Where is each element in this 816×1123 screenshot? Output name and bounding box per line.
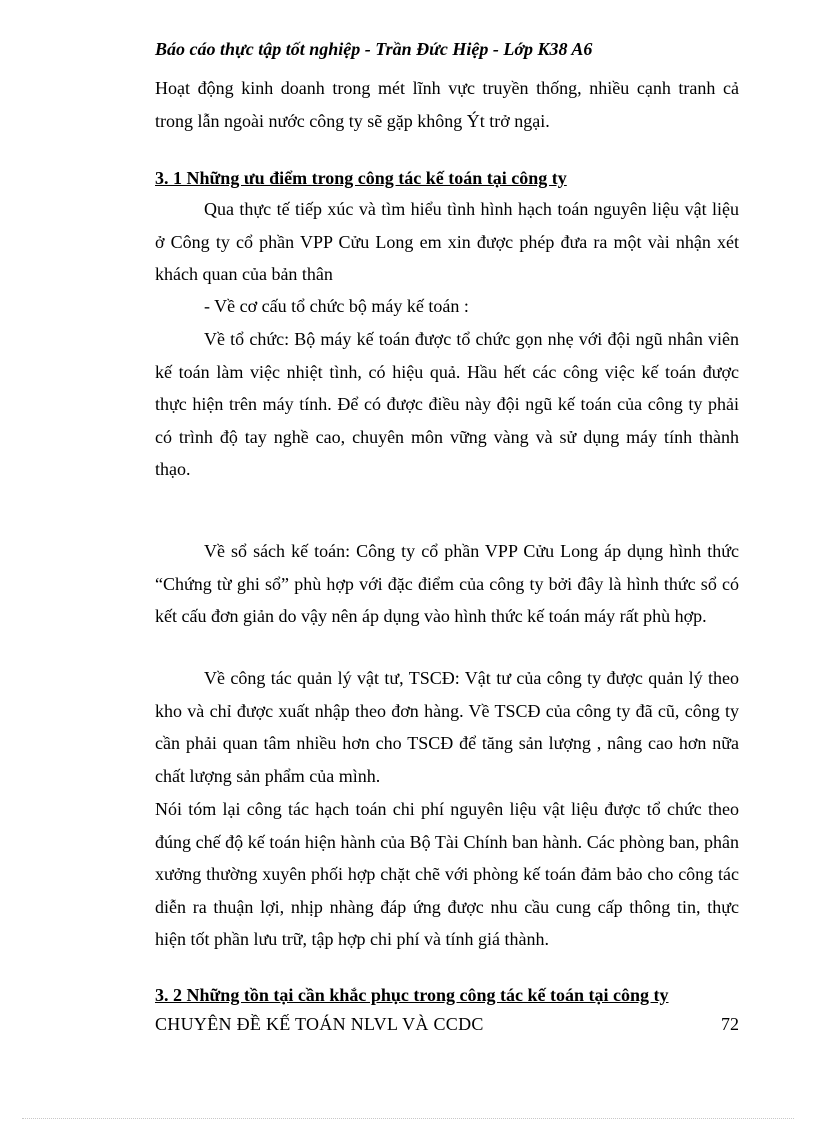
section-heading-shortcomings: 3. 2 Những tồn tại cần khắc phục trong công tác kế toán tại công ty (155, 985, 669, 1005)
footer-label: CHUYÊN ĐỀ KẾ TOÁN NLVL VÀ CCDC (155, 1014, 484, 1034)
paragraph-structure-title: - Về cơ cấu tổ chức bộ máy kế toán : (204, 296, 469, 316)
page-header: Báo cáo thực tập tốt nghiệp - Trần Đức Hiệp - Lớp K38 A6 (155, 39, 593, 59)
section-heading-advantages: 3. 1 Những ưu điểm trong công tác kế toán tại công ty (155, 168, 567, 188)
paragraph-organization: Về tổ chức: Bộ máy kế toán được tổ chức gọn nhẹ với đội ngũ nhân viên kế toán làm việc nhiệt tình, có hiệu quả. Hầu hết các công việc kế toán được thực hiện trên máy tính. Để có được điều này đội ngũ kế toán của công ty phải có trình độ tay nghề cao, chuyên môn vững vàng và sử dụng máy tính thành thạo. (155, 329, 739, 480)
paragraph-summary: Nói tóm lại công tác hạch toán chi phí nguyên liệu vật liệu được tổ chức theo đúng chế độ kế toán hiện hành của Bộ Tài Chính ban hành. Các phòng ban, phân xưởng thường xuyên phối hợp chặt chẽ với phòng kế toán đảm bảo cho công tác diễn ra thuận lợi, nhịp nhàng đáp ứng được nhu cầu cung cấp thông tin, thực hiện tốt phần lưu trữ, tập hợp chi phí và tính giá thành. (155, 799, 739, 950)
page-number: 72 (721, 1014, 739, 1034)
page-bottom-divider (22, 1118, 794, 1119)
paragraph-bookkeeping: Về sổ sách kế toán: Công ty cổ phần VPP Cửu Long áp dụng hình thức “Chứng từ ghi sổ” phù hợp với đặc điểm của công ty bởi đây là hình thức sổ có kết cấu đơn giản do vậy nên áp dụng vào hình thức kế toán máy rất phù hợp. (155, 541, 739, 627)
intro-paragraph: Hoạt động kinh doanh trong mét lĩnh vực truyền thống, nhiều cạnh tranh cả trong lẫn ngoài nước công ty sẽ gặp không Ýt trở ngại. (155, 78, 739, 131)
paragraph-asset-management: Về công tác quản lý vật tư, TSCĐ: Vật tư của công ty được quản lý theo kho và chỉ được xuất nhập theo đơn hàng. Về TSCĐ của công ty đã cũ, công ty cần phải quan tâm nhiều hơn cho TSCĐ để tăng sản lượng , nâng cao hơn nữa chất lượng sản phẩm của mình. (155, 668, 739, 786)
paragraph-overview: Qua thực tế tiếp xúc và tìm hiểu tình hình hạch toán nguyên liệu vật liệu ở Công ty cổ phần VPP Cửu Long em xin được phép đưa ra một vài nhận xét khách quan của bản thân (155, 199, 739, 285)
